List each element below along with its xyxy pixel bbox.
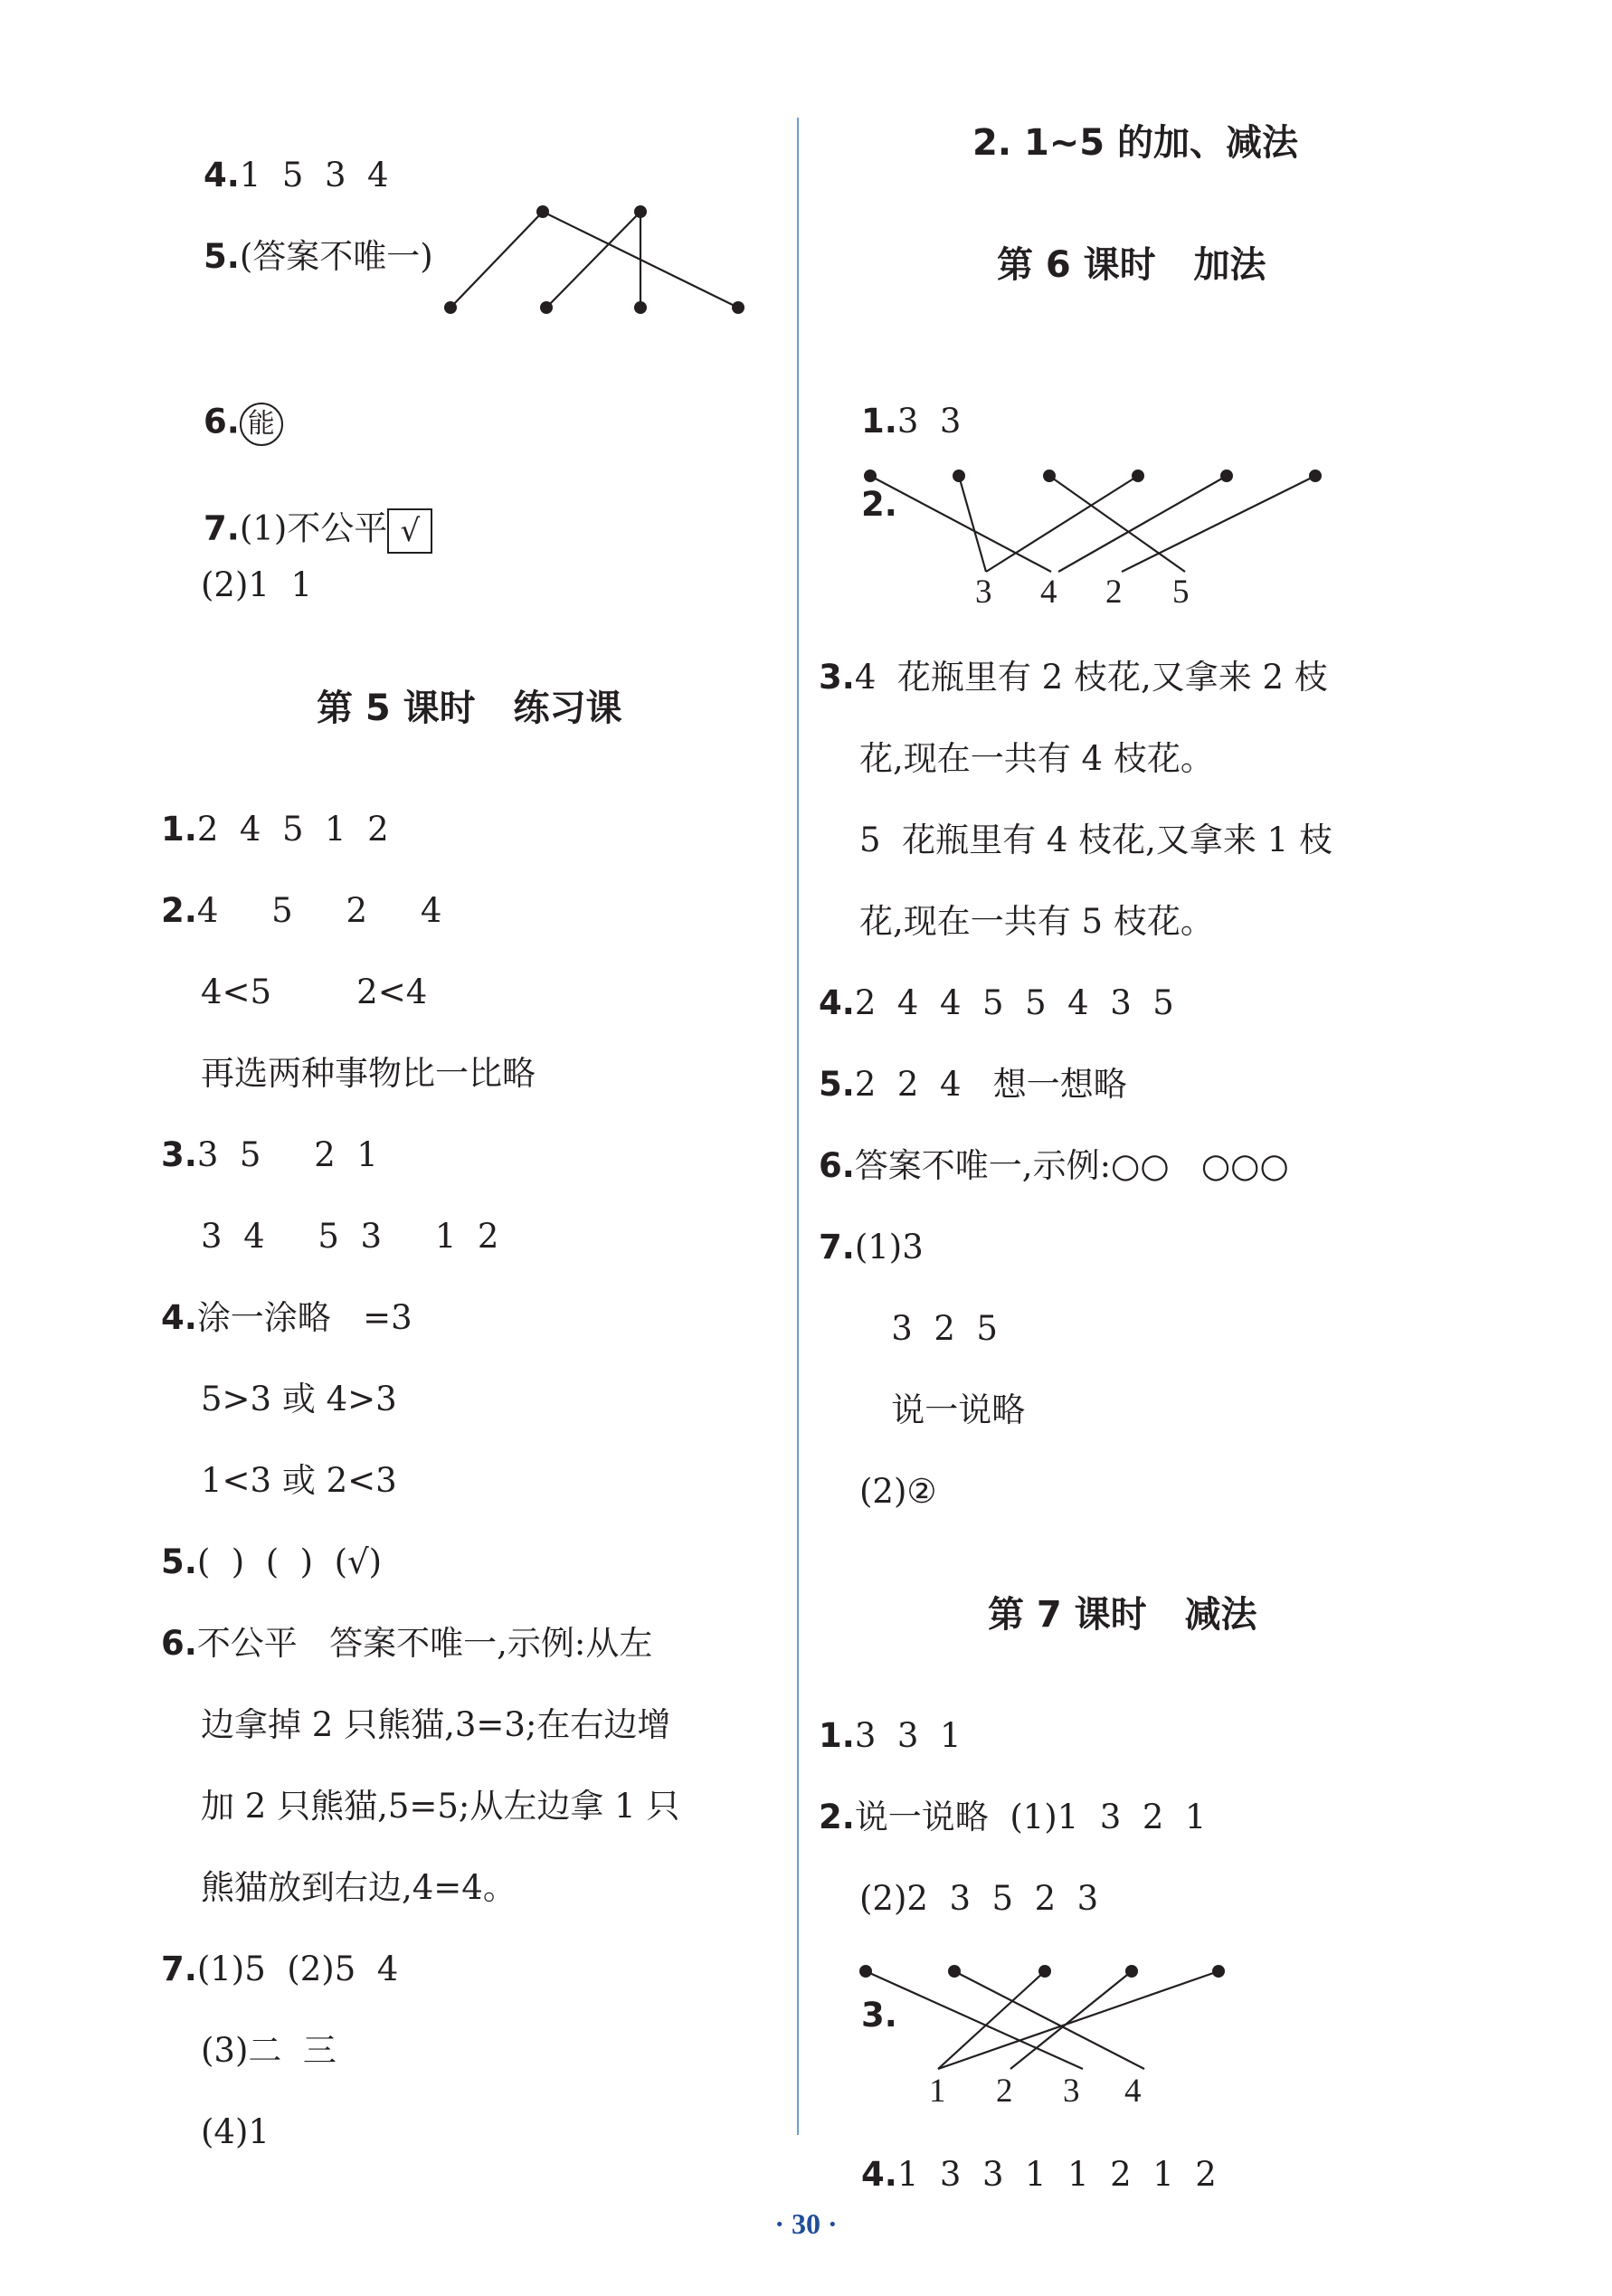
match-label: 4 [1040,574,1057,611]
q-answer: (答案不唯一) [239,237,433,276]
match-dot [540,301,553,314]
q-number: 1. [819,1716,855,1755]
match-line [870,476,1051,572]
right-l7-line [819,1800,1206,1834]
left-l5-line [201,1054,536,1093]
q-answer: 说一说略 (1)1 3 2 1 [854,1798,1207,1836]
q-answer: 4 花瓶里有 2 枝花,又拿来 2 枝 [854,658,1328,697]
right-l6-line [859,1472,937,1511]
right-l7-line [819,1716,962,1755]
match-dot [948,1965,961,1978]
check-box: √ [387,508,432,554]
q-answer: ( ) ( ) (√) [196,1542,383,1581]
match-dot [1043,470,1056,482]
match-dot [1220,470,1233,482]
q-number: 6. [204,402,240,441]
q-answer: 答案不唯一,示例:○○ ○○○ [854,1146,1289,1185]
match-line [1122,476,1315,572]
right-l6-q2-matching-diagram [859,461,1330,615]
match-dot [859,1965,872,1978]
match-label: 2 [1105,574,1123,611]
q-answer: 熊猫放到右边,4=4。 [201,1868,517,1907]
left-l5-line [201,1382,397,1416]
q-answer: 说一说略 [859,1390,1026,1429]
q-answer: 不公平 答案不唯一,示例:从左 [196,1624,653,1663]
match-dot [1309,470,1322,482]
q-number: 4. [819,983,855,1022]
column-divider [797,118,799,2135]
q-number: 7. [819,1228,855,1267]
left-l5-line [201,1705,671,1744]
q-number: 5. [161,1542,197,1581]
q-answer: 加 2 只熊猫,5=5;从左边拿 1 只 [201,1787,680,1826]
q-number: 6. [819,1146,855,1185]
match-dot [1038,1965,1051,1978]
q-answer: 涂一涂略 =3 [196,1298,412,1337]
q-answer: (1)不公平 [239,508,388,548]
match-dot [634,301,647,314]
left-l5-line [161,1624,653,1663]
match-line [959,476,986,572]
q-answer: (2)2 3 5 2 3 [859,1879,1099,1918]
match-label: 1 [929,2073,946,2110]
q-answer: 3 2 5 [859,1309,998,1348]
q-number: 4. [161,1298,197,1337]
left-q5 [161,206,433,307]
q-answer: 5>3 或 4>3 [201,1380,397,1418]
left-l5-line [161,1952,398,1986]
left-l5-line [161,1542,383,1581]
match-dot [1212,1965,1225,1978]
q-number: 5. [819,1065,855,1104]
q-number: 7. [161,1950,197,1988]
match-line [450,212,543,308]
match-dot [732,301,744,314]
right-l6-line [819,983,1174,1022]
left-l5-line [201,2112,270,2151]
match-dot [634,205,647,218]
left-l5-line [201,1868,517,1907]
lesson5-title: 第 5 课时 练习课 [317,688,622,729]
match-dot [444,301,457,314]
match-dot [864,470,877,482]
right-l7-q3-matching-diagram [855,1959,1235,2112]
q-answer: 花,现在一共有 5 枝花。 [859,902,1214,941]
right-l6-line [819,1146,1289,1185]
left-l5-line [201,972,428,1011]
q-number: 7. [204,508,240,548]
q-answer: 5 花瓶里有 4 枝花,又拿来 1 枝 [859,821,1332,859]
right-l7-line [859,1879,1099,1918]
q-number: 4. [861,2155,897,2194]
q-answer: (2)② [859,1472,937,1511]
q-number: 5. [204,237,240,276]
lesson7-title: 第 7 课时 减法 [988,1594,1257,1636]
match-dot [1125,1965,1138,1978]
q-answer: 2 2 4 想一想略 [854,1065,1127,1104]
q-answer: 1<3 或 2<3 [201,1461,397,1500]
q-number: 2. [861,485,897,524]
match-label: 3 [975,574,992,611]
right-l6-line [859,823,1332,857]
right-l6-line [859,1390,1026,1429]
q-answer: 4<5 2<4 [201,972,428,1011]
left-l5-line [201,1461,397,1500]
right-l6-line [859,902,1214,941]
left-q6 [161,369,283,479]
q-answer: 2 4 4 5 5 4 3 5 [854,983,1174,1022]
q-answer: 3 3 1 [854,1716,962,1755]
q-number: 3. [819,658,855,697]
q-answer: 花,现在一共有 4 枝花。 [859,739,1214,778]
q-answer: 4 5 2 4 [196,891,442,930]
q-answer: 边拿掉 2 只熊猫,3=3;在右边增 [201,1705,671,1744]
match-line [938,1971,1218,2069]
left-l5-line [161,891,442,930]
match-dot [536,205,549,218]
page-number: · 30 · [774,2207,838,2240]
left-l5-line [161,1135,378,1174]
section-title: 2. 1~5 的加、减法 [972,122,1299,164]
match-line [1049,476,1185,572]
left-l5-line [161,1298,412,1337]
right-l6-line [859,739,1214,778]
match-label: 5 [1172,574,1190,611]
match-label: 2 [996,2073,1013,2110]
left-l5-line [161,810,389,849]
q-answer: (3)二 三 [201,2031,337,2070]
match-dot [953,470,965,482]
match-line [986,476,1138,572]
q-answer: (1)3 [854,1228,924,1267]
circled-answer: 能 [240,403,283,446]
left-l5-line [201,2031,337,2070]
match-label: 4 [1124,2073,1142,2110]
q-answer: 3 5 2 1 [196,1135,378,1174]
right-l6-line [819,658,1328,697]
q-number: 2. [161,891,197,930]
left-l5-line [201,1217,499,1256]
q-number: 2. [819,1798,855,1836]
lesson6-title: 第 6 课时 加法 [997,244,1266,286]
q-answer: 3 4 5 3 1 2 [201,1217,499,1256]
q-answer: (4)1 [201,2112,270,2151]
q-number: 3. [861,1996,897,2035]
q-number: 1. [861,402,897,441]
match-label: 3 [1063,2073,1080,2110]
left-q7-sub2: (2)1 1 [201,565,313,604]
q-answer: 1 5 3 4 [239,156,389,194]
q-number: 4. [204,156,240,194]
q-number: 1. [161,810,197,849]
left-l5-line [201,1787,680,1826]
q-number: 3. [161,1135,197,1174]
right-l6-line [819,1065,1127,1104]
q-answer: 1 3 3 1 1 2 1 2 [896,2155,1217,2194]
q-number: 6. [161,1624,197,1663]
match-line [1058,476,1227,572]
right-l6-line [819,1228,924,1267]
left-q5-matching-diagram [434,199,760,317]
q-answer: 2 4 5 1 2 [196,810,389,849]
right-l6-line [859,1309,998,1348]
q-answer: 3 3 [896,402,962,441]
match-line [546,212,640,308]
match-dot [1132,470,1144,482]
q-answer: 再选两种事物比一比略 [201,1054,536,1093]
q-answer: (1)5 (2)5 4 [196,1950,399,1988]
